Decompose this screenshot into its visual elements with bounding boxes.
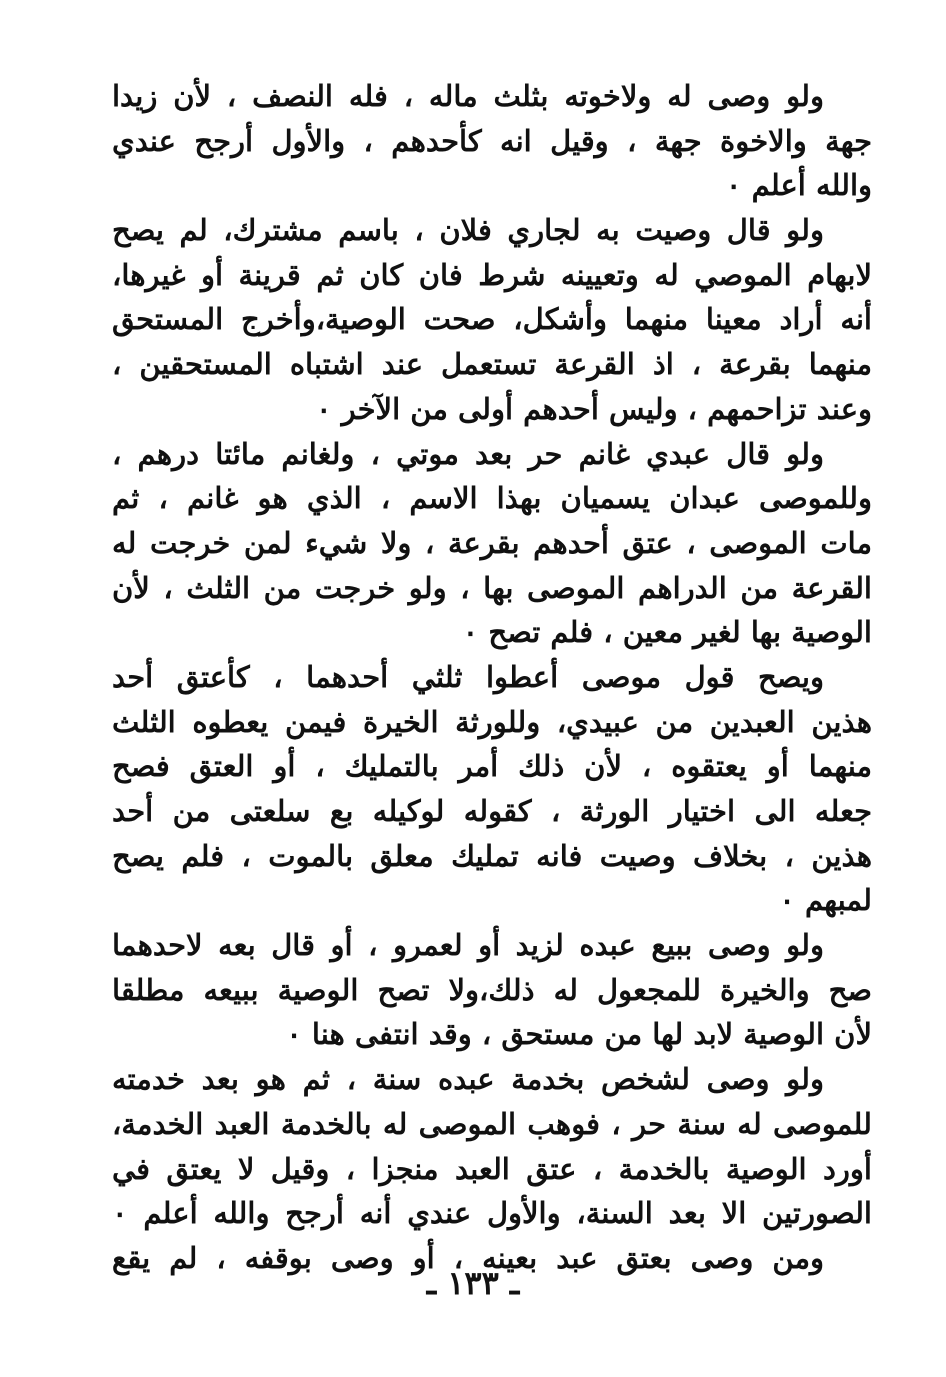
text-line: منهما بقرعة ، اذ القرعة تستعمل عند اشتباه المستحقين ، xyxy=(112,347,872,382)
text-line: جهة والاخوة جهة ، وقيل انه كأحدهم ، والأول أرجح عندي xyxy=(112,123,872,158)
text-line: الوصية بها لغير معين ، فلم تصح ٠ xyxy=(462,615,872,650)
text-line: ولو وصى لشخص بخدمة عبده سنة ، ثم هو بعد خدمته xyxy=(112,1062,824,1097)
text-line: وللموصى عبدان يسميان بهذا الاسم ، الذي هو غانم ، ثم xyxy=(112,481,872,516)
text-line: منهما أو يعتقوه ، لأن ذلك أمر بالتمليك ، أو العتق فصح xyxy=(112,749,872,784)
text-line: ويصح قول موصى أعطوا ثلثي أحدهما ، كأعتق أحد xyxy=(112,659,824,694)
text-line: هذين العبدين من عبيدي، وللورثة الخيرة فيمن يعطوه الثلث xyxy=(112,704,872,739)
text-line: ولو وصى له ولاخوته بثلث ماله ، فله النصف ، لأن زيدا xyxy=(112,79,824,113)
text-line: للموصى له سنة حر ، فوهب الموصى له بالخدمة العبد الخدمة، xyxy=(112,1106,872,1141)
text-line: لأن الوصية لابد لها من مستحق ، وقد انتفى هنا ٠ xyxy=(286,1017,872,1052)
text-line: أنه أراد معينا منهما وأشكل، صحت الوصية،وأخرج المستحق xyxy=(112,302,872,337)
text-line: والله أعلم ٠ xyxy=(725,168,872,203)
text-line: هذين ، بخلاف وصيت فانه تمليك معلق بالموت ، فلم يصح xyxy=(112,838,872,873)
text-line: أورد الوصية بالخدمة ، عتق العبد منجزا ، وقيل لا يعتق في xyxy=(112,1151,872,1186)
text-line: مات الموصى ، عتق أحدهم بقرعة ، ولا شيء لمن خرجت له xyxy=(112,525,872,560)
text-line: ولو وصى ببيع عبده لزيد أو لعمرو ، أو قال بعه لاحدهما xyxy=(112,928,824,963)
text-line: القرعة من الدراهم الموصى بها ، ولو خرجت من الثلث ، لأن xyxy=(112,570,872,605)
text-line: ولو قال عبدي غانم حر بعد موتي ، ولغانم مائتا درهم ، xyxy=(112,436,824,471)
text-line: صح والخيرة للمجعول له ذلك،ولا تصح الوصية ببيعه مطلقا xyxy=(112,972,872,1007)
text-line: ولو قال وصيت به لجاري فلان ، باسم مشترك، لم يصح xyxy=(112,213,824,248)
page-number: ـ ١٣٣ ـ xyxy=(426,1264,520,1302)
text-line: الصورتين الا بعد السنة، والأول عندي أنه أرجح والله أعلم ٠ xyxy=(112,1196,872,1231)
text-line: ومن وصى بعتق عبد بعينه ، أو وصى بوقفه ، لم يقع xyxy=(112,1240,824,1275)
text-line: جعله الى اختيار الورثة ، كقوله لوكيله بع سلعتى من أحد xyxy=(112,794,872,828)
text-line: وعند تزاحمهم ، وليس أحدهم أولى من الآخر ٠ xyxy=(315,391,872,426)
text-line: لمبهم ٠ xyxy=(779,883,872,918)
text-line: لابهام الموصي له وتعيينه شرط فان كان ثم قرينة أو غيرها، xyxy=(112,257,872,292)
text-body xyxy=(112,74,872,1281)
